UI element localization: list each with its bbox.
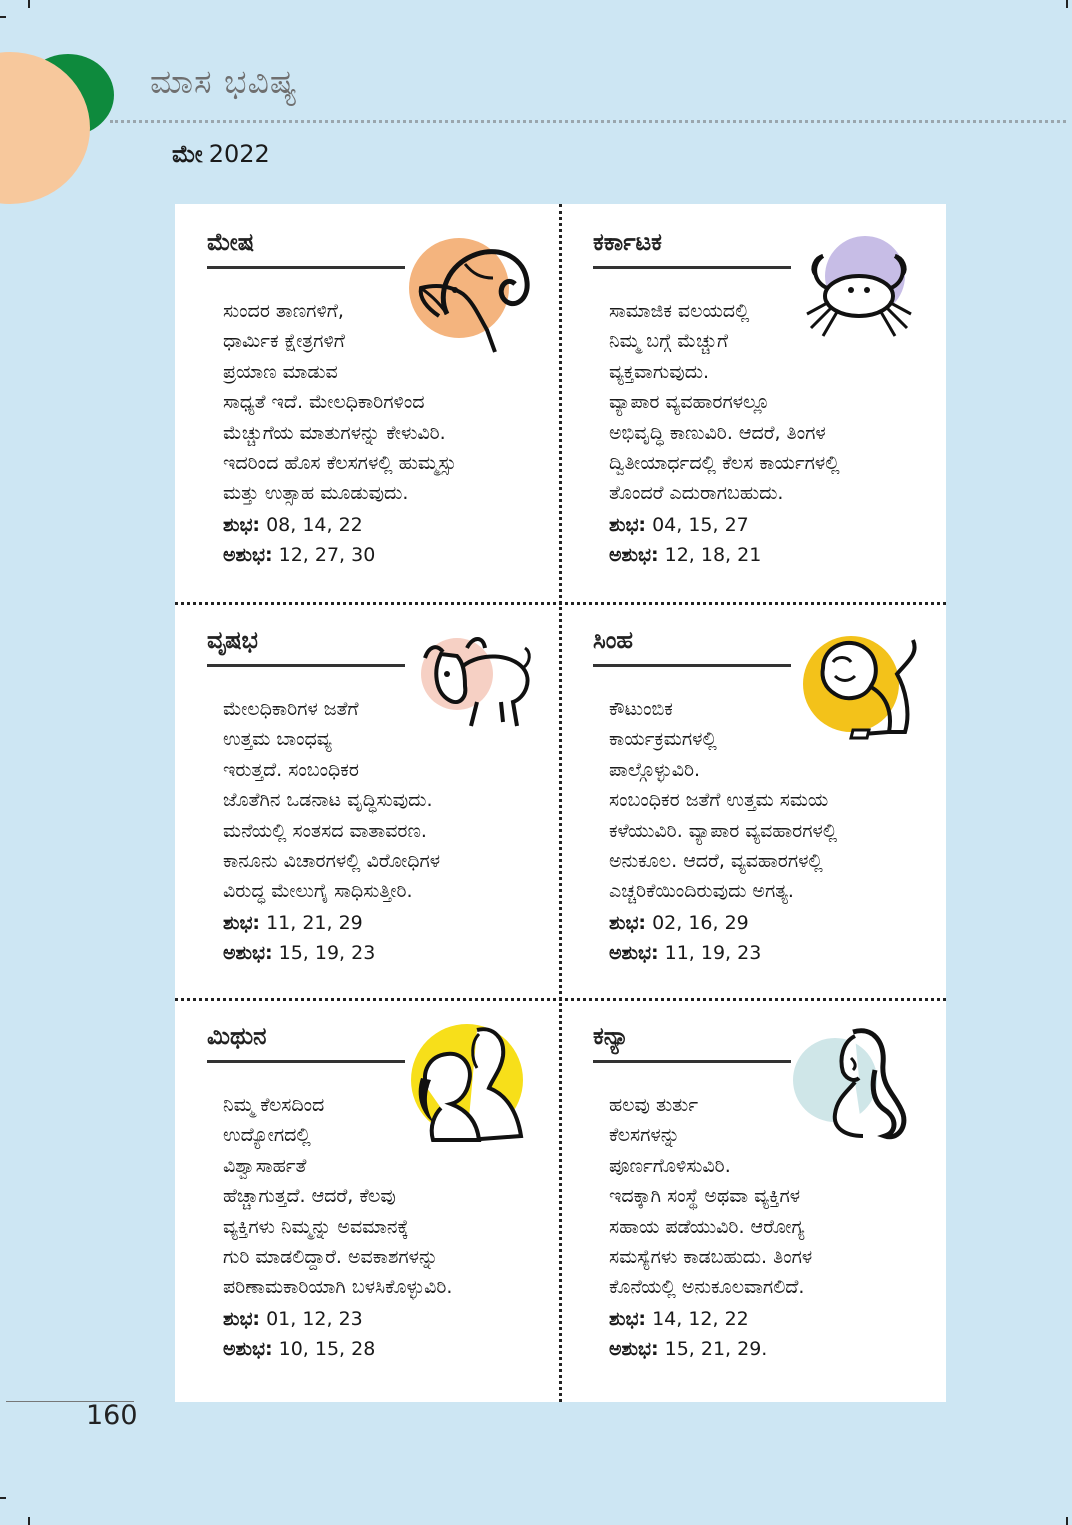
sign-underline bbox=[207, 1060, 405, 1063]
crop-mark bbox=[0, 1497, 6, 1499]
sign-forecast-text: ಸಾಮಾಜಿಕ ವಲಯದಲ್ಲಿ ನಿಮ್ಮ ಬಗ್ಗೆ ಮೆಚ್ಚುಗೆ ವ್ಯಕ್ತವಾಗುವುದು. ವ್ಯಾಪಾರ ವ್ಯವಹಾರಗಳಲ್ಲೂ ಅಭಿವೃದ್ಧಿ ಕಾಣುವಿರಿ. ಆದರೆ, ತಿಂಗಳ ದ್ವಿತೀಯಾರ್ಧದಲ್ಲಿ ಕೆಲಸ ಕಾರ್ಯಗಳಲ್ಲಿ ತೊಂದರೆ ಎದುರಾಗಬಹುದು. bbox=[609, 300, 840, 505]
sign-card-mithuna bbox=[175, 998, 560, 1395]
good-values: 01, 12, 23 bbox=[266, 1308, 363, 1330]
good-label: ಶುಭ: bbox=[223, 514, 261, 536]
bad-values: 15, 21, 29. bbox=[664, 1338, 768, 1361]
lucky-dates bbox=[223, 1304, 375, 1365]
lucky-dates bbox=[609, 510, 761, 571]
bad-label: ಅಶುಭ: bbox=[223, 942, 273, 965]
sign-name: ಮಿಥುನ bbox=[207, 1022, 267, 1050]
crop-mark bbox=[1066, 0, 1068, 8]
good-label: ಶುಭ: bbox=[609, 1308, 647, 1330]
crop-mark bbox=[0, 16, 6, 18]
bad-dates bbox=[223, 938, 375, 968]
good-values: 14, 12, 22 bbox=[652, 1308, 749, 1330]
bad-label: ಅಶುಭ: bbox=[609, 942, 659, 965]
crop-mark bbox=[1066, 1517, 1068, 1525]
sign-card-mesha bbox=[175, 204, 560, 601]
sign-card-kanya bbox=[561, 998, 946, 1395]
sign-card-vrishabha bbox=[175, 602, 560, 999]
sign-name: ಮೇಷ bbox=[207, 228, 255, 256]
title-divider bbox=[110, 120, 1066, 123]
sign-underline bbox=[207, 266, 405, 269]
good-values: 02, 16, 29 bbox=[652, 912, 749, 934]
good-label: ಶುಭ: bbox=[223, 1308, 261, 1330]
good-values: 04, 15, 27 bbox=[652, 514, 749, 536]
sign-forecast-text: ನಿಮ್ಮ ಕೆಲಸದಿಂದ ಉದ್ಯೋಗದಲ್ಲಿ ವಿಶ್ವಾಸಾರ್ಹತೆ ಹೆಚ್ಚಾಗುತ್ತದೆ. ಆದರೆ, ಕೆಲವು ವ್ಯಕ್ತಿಗಳು ನಿಮ್ಮನ್ನು ಅವಮಾನಕ್ಕೆ ಗುರಿ ಮಾಡಲಿದ್ದಾರೆ. ಅವಕಾಶಗಳನ್ನು ಪರಿಣಾಮಕಾರಿಯಾಗಿ ಬಳಸಿಕೊಳ್ಳುವಿರಿ. bbox=[223, 1094, 453, 1299]
sign-name: ಕರ್ಕಾಟಕ bbox=[593, 228, 662, 256]
good-dates bbox=[223, 908, 375, 938]
sign-name: ವೃಷಭ bbox=[207, 626, 258, 654]
good-dates bbox=[609, 1304, 767, 1334]
bad-values: 12, 27, 30 bbox=[278, 544, 376, 567]
lucky-dates bbox=[609, 1304, 767, 1365]
sign-card-simha bbox=[561, 602, 946, 999]
bad-dates bbox=[609, 540, 761, 570]
sign-name: ಕನ್ಯಾ bbox=[593, 1022, 629, 1050]
month-year: 2022 bbox=[208, 140, 270, 168]
lucky-dates bbox=[609, 908, 761, 969]
sign-underline bbox=[593, 664, 791, 667]
crop-mark bbox=[28, 1517, 30, 1525]
sign-forecast-text: ಕೌಟುಂಬಿಕ ಕಾರ್ಯಕ್ರಮಗಳಲ್ಲಿ ಪಾಲ್ಗೊಳ್ಳುವಿರಿ. ಸಂಬಂಧಿಕರ ಜತೆಗೆ ಉತ್ತಮ ಸಮಯ ಕಳೆಯುವಿರಿ. ವ್ಯಾಪಾರ ವ್ಯವಹಾರಗಳಲ್ಲಿ ಅನುಕೂಲ. ಆದರೆ, ವ್ಯವಹಾರಗಳಲ್ಲಿ ಎಚ್ಚರಿಕೆಯಿಂದಿರುವುದು ಅಗತ್ಯ. bbox=[609, 698, 838, 903]
bad-values: 15, 19, 23 bbox=[278, 942, 376, 965]
sign-underline bbox=[593, 266, 791, 269]
crop-mark bbox=[28, 0, 30, 8]
lucky-dates bbox=[223, 908, 375, 969]
page-title: ಮಾಸ ಭವಿಷ್ಯ bbox=[150, 62, 298, 101]
good-dates bbox=[223, 510, 375, 540]
sign-underline bbox=[207, 664, 405, 667]
bad-dates bbox=[223, 1334, 375, 1364]
good-label: ಶುಭ: bbox=[223, 912, 261, 934]
good-label: ಶುಭ: bbox=[609, 912, 647, 934]
good-values: 11, 21, 29 bbox=[266, 912, 363, 934]
bad-label: ಅಶುಭ: bbox=[223, 544, 273, 567]
month-name: ಮೇ bbox=[172, 140, 203, 168]
good-label: ಶುಭ: bbox=[609, 514, 647, 536]
bad-values: 11, 19, 23 bbox=[664, 942, 762, 965]
sign-underline bbox=[593, 1060, 791, 1063]
bad-label: ಅಶುಭ: bbox=[609, 544, 659, 567]
page-number: 160 bbox=[86, 1400, 138, 1431]
bad-dates bbox=[609, 938, 761, 968]
lucky-dates bbox=[223, 510, 375, 571]
horoscope-grid bbox=[175, 204, 946, 1402]
good-values: 08, 14, 22 bbox=[266, 514, 363, 536]
bad-label: ಅಶುಭ: bbox=[223, 1338, 273, 1361]
month-heading bbox=[172, 140, 270, 168]
bad-values: 12, 18, 21 bbox=[664, 544, 762, 567]
bad-dates bbox=[609, 1334, 767, 1364]
sign-forecast-text: ಸುಂದರ ತಾಣಗಳಿಗೆ, ಧಾರ್ಮಿಕ ಕ್ಷೇತ್ರಗಳಿಗೆ ಪ್ರಯಾಣ ಮಾಡುವ ಸಾಧ್ಯತೆ ಇದೆ. ಮೇಲಧಿಕಾರಿಗಳಿಂದ ಮೆಚ್ಚುಗೆಯ ಮಾತುಗಳನ್ನು ಕೇಳುವಿರಿ. ಇದರಿಂದ ಹೊಸ ಕೆಲಸಗಳಲ್ಲಿ ಹುಮ್ಮಸ್ಸು ಮತ್ತು ಉತ್ಸಾಹ ಮೂಡುವುದು. bbox=[223, 300, 457, 505]
sign-name: ಸಿಂಹ bbox=[593, 626, 634, 654]
good-dates bbox=[609, 908, 761, 938]
sign-forecast-text: ಮೇಲಧಿಕಾರಿಗಳ ಜತೆಗೆ ಉತ್ತಮ ಬಾಂಧವ್ಯ ಇರುತ್ತದೆ. ಸಂಬಂಧಿಕರ ಜೊತೆಗಿನ ಒಡನಾಟ ವೃದ್ಧಿಸುವುದು. ಮನೆಯಲ್ಲಿ ಸಂತಸದ ವಾತಾವರಣ. ಕಾನೂನು ವಿಚಾರಗಳಲ್ಲಿ ವಿರೋಧಿಗಳ ವಿರುದ್ಧ ಮೇಲುಗೈ ಸಾಧಿಸುತ್ತೀರಿ. bbox=[223, 698, 441, 903]
bad-dates bbox=[223, 540, 375, 570]
good-dates bbox=[223, 1304, 375, 1334]
bad-label: ಅಶುಭ: bbox=[609, 1338, 659, 1361]
virgo-maiden-icon bbox=[793, 1018, 925, 1150]
sign-card-karkataka bbox=[561, 204, 946, 601]
bad-values: 10, 15, 28 bbox=[278, 1338, 376, 1361]
good-dates bbox=[609, 510, 761, 540]
sign-forecast-text: ಹಲವು ತುರ್ತು ಕೆಲಸಗಳನ್ನು ಪೂರ್ಣಗೊಳಿಸುವಿರಿ. ಇದಕ್ಕಾಗಿ ಸಂಸ್ಥೆ ಅಥವಾ ವ್ಯಕ್ತಿಗಳ ಸಹಾಯ ಪಡೆಯುವಿರಿ. ಆರೋಗ್ಯ ಸಮಸ್ಯೆಗಳು ಕಾಡಬಹುದು. ತಿಂಗಳ ಕೊನೆಯಲ್ಲಿ ಅನುಕೂಲವಾಗಲಿದೆ. bbox=[609, 1094, 813, 1299]
